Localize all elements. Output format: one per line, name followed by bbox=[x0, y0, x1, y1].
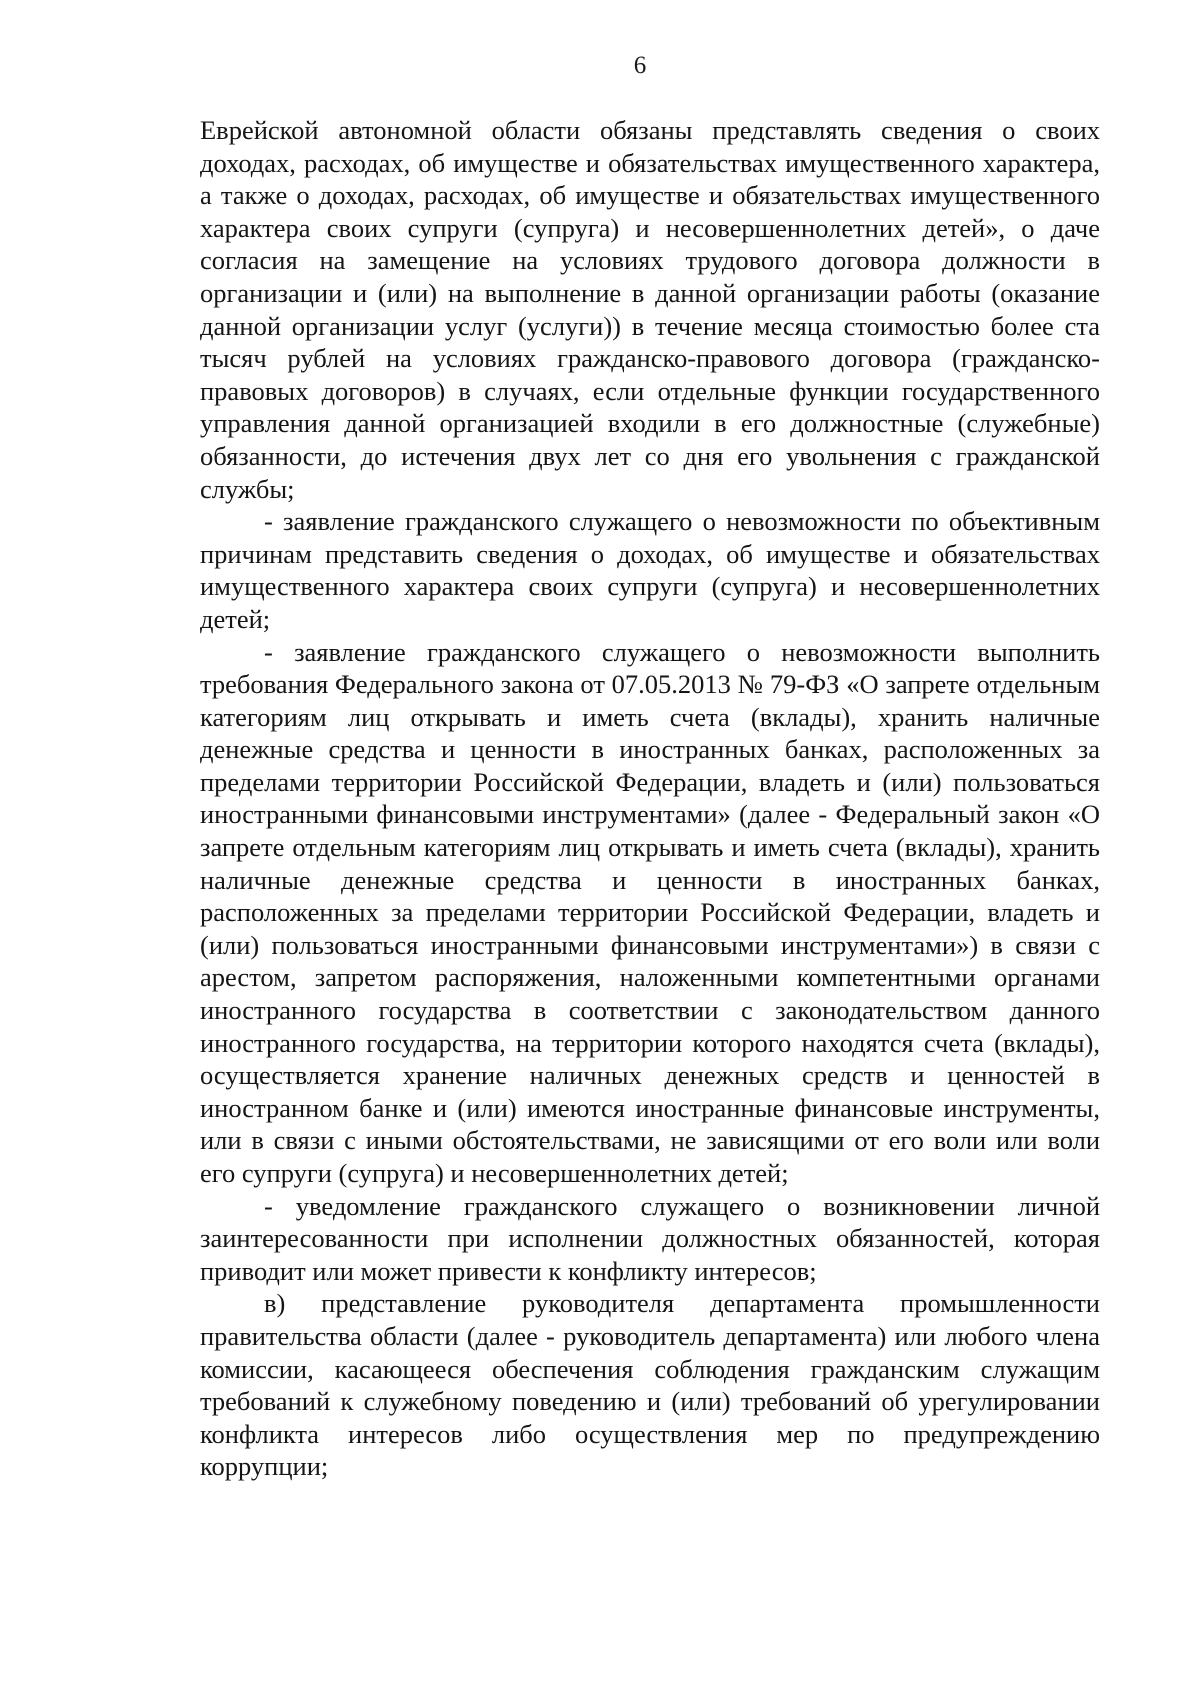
paragraph-notification-conflict: - уведомление гражданского служащего о возникновении личной заинтересованности при исполнении должностных обязанностей, которая приводит или может привести к конфликту интересов; bbox=[200, 1190, 1100, 1286]
paragraph-statement-federal-law: - заявление гражданского служащего о невозможности выполнить требования Федерального закона от 07.05.2013 № 79-ФЗ «О запрете отдельным категориям лиц открывать и иметь счета (вклады), хранить наличные денежные средства и ценности в иностранных банках, расположенных за пределами территории Российской Федерации, владеть и (или) пользоваться иностранными финансовыми инструментами» (далее - Федеральный закон «О запрете отдельным категориям лиц открывать и иметь счета (вклады), хранить наличные денежные средства и ценности в иностранных банках, расположенных за пределами территории Российской Федерации, владеть и (или) пользоваться иностранными финансовыми инструментами») в связи с арестом, запретом распоряжения, наложенными компетентными органами иностранного государства в соответствии с законодательством данного иностранного государства, на территории которого находятся счета (вклады), осуществляется хранение наличных денежных средств и ценностей в иностранном банке и (или) имеются иностранные финансовые инструменты, или в связи с иными обстоятельствами, не зависящими от его воли или воли его супруги (супруга) и несовершеннолетних детей; bbox=[200, 636, 1100, 1188]
page-number: 6 bbox=[633, 52, 647, 79]
paragraph-item-v: в) представление руководителя департамента промышленности правительства области (далее - руководитель департамента) или любого члена комиссии, касающееся обеспечения соблюдения гражданским служащим требований к служебному поведению и (или) требований об урегулировании конфликта интересов либо осуществления мер по предупреждению коррупции; bbox=[200, 1288, 1100, 1482]
document-body bbox=[200, 114, 1100, 1483]
paragraph-continuation: Еврейской автономной области обязаны представлять сведения о своих доходах, расходах, об имуществе и обязательствах имущественного характера, а также о доходах, расходах, об имуществе и обязательствах имущественного характера своих супруги (супруга) и несовершеннолетних детей», о даче согласия на замещение на условиях трудового договора должности в организации и (или) на выполнение в данной организации работы (оказание данной организации услуг (услуги)) в течение месяца стоимостью более ста тысяч рублей на условиях гражданско-правового договора (гражданско-правовых договоров) в случаях, если отдельные функции государственного управления данной организацией входили в его должностные (служебные) обязанности, до истечения двух лет со дня его увольнения с гражданской службы; bbox=[200, 115, 1100, 504]
paragraph-statement-objective-reasons: - заявление гражданского служащего о невозможности по объективным причинам представить сведения о доходах, об имуществе и обязательствах имущественного характера своих супруги (супруга) и несовершеннолетних детей; bbox=[200, 506, 1100, 634]
